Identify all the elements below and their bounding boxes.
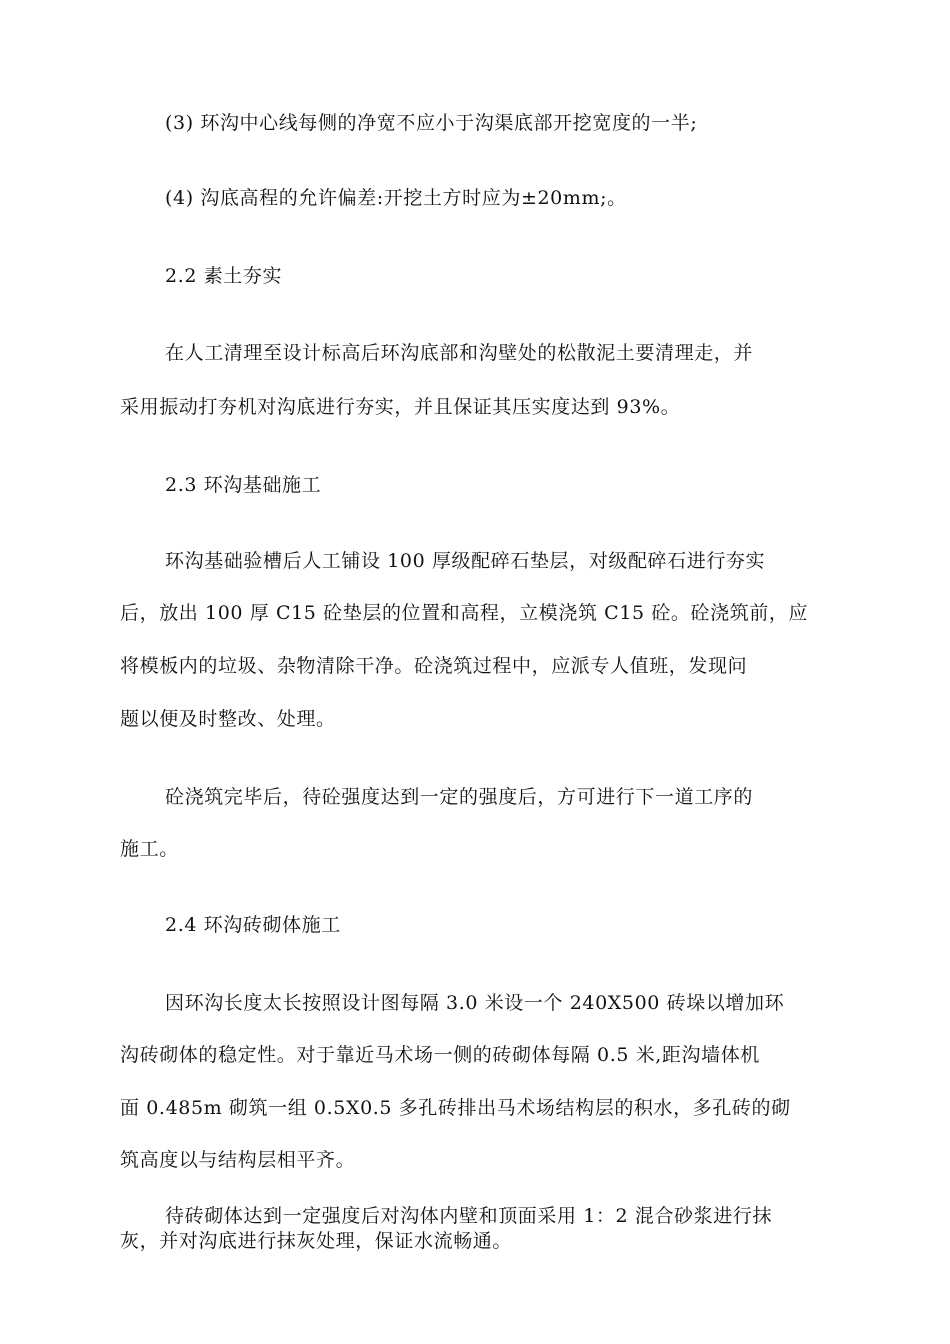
paragraph-line: 将模板内的垃圾、杂物清除干净。砼浇筑过程中，应派专人值班，发现问	[120, 655, 748, 677]
list-item-4: (4) 沟底高程的允许偏差:开挖土方时应为±20mm;。	[165, 187, 627, 209]
section-heading-2-3: 2.3 环沟基础施工	[165, 474, 322, 496]
paragraph-line: 面 0.485m 砌筑一组 0.5X0.5 多孔砖排出马术场结构层的积水，多孔砖的砌	[120, 1097, 791, 1119]
paragraph-line: 在人工清理至设计标高后环沟底部和沟壁处的松散泥土要清理走，并	[165, 342, 754, 364]
paragraph-line: 后，放出 100 厚 C15 砼垫层的位置和高程，立模浇筑 C15 砼。砼浇筑前，应	[120, 602, 809, 624]
paragraph-line: 因环沟长度太长按照设计图每隔 3.0 米设一个 240X500 砖垛以增加环	[165, 992, 785, 1014]
paragraph-line: 题以便及时整改、处理。	[120, 708, 336, 730]
paragraph-line: 环沟基础验槽后人工铺设 100 厚级配碎石垫层，对级配碎石进行夯实	[165, 550, 766, 572]
paragraph-line: 采用振动打夯机对沟底进行夯实，并且保证其压实度达到 93%。	[120, 396, 681, 418]
list-item-3: (3) 环沟中心线每侧的净宽不应小于沟渠底部开挖宽度的一半;	[165, 112, 698, 134]
section-heading-2-2: 2.2 素土夯实	[165, 265, 283, 287]
section-heading-2-4: 2.4 环沟砖砌体施工	[165, 914, 341, 936]
paragraph-line: 筑高度以与结构层相平齐。	[120, 1149, 356, 1171]
paragraph-line: 沟砖砌体的稳定性。对于靠近马术场一侧的砖砌体每隔 0.5 米,距沟墙体机	[120, 1044, 760, 1066]
paragraph-line: 待砖砌体达到一定强度后对沟体内壁和顶面采用 1：2 混合砂浆进行抹	[165, 1205, 773, 1227]
paragraph-line: 施工。	[120, 838, 179, 860]
paragraph-line: 灰，并对沟底进行抹灰处理，保证水流畅通。	[120, 1230, 513, 1252]
paragraph-line: 砼浇筑完毕后，待砼强度达到一定的强度后，方可进行下一道工序的	[165, 786, 754, 808]
